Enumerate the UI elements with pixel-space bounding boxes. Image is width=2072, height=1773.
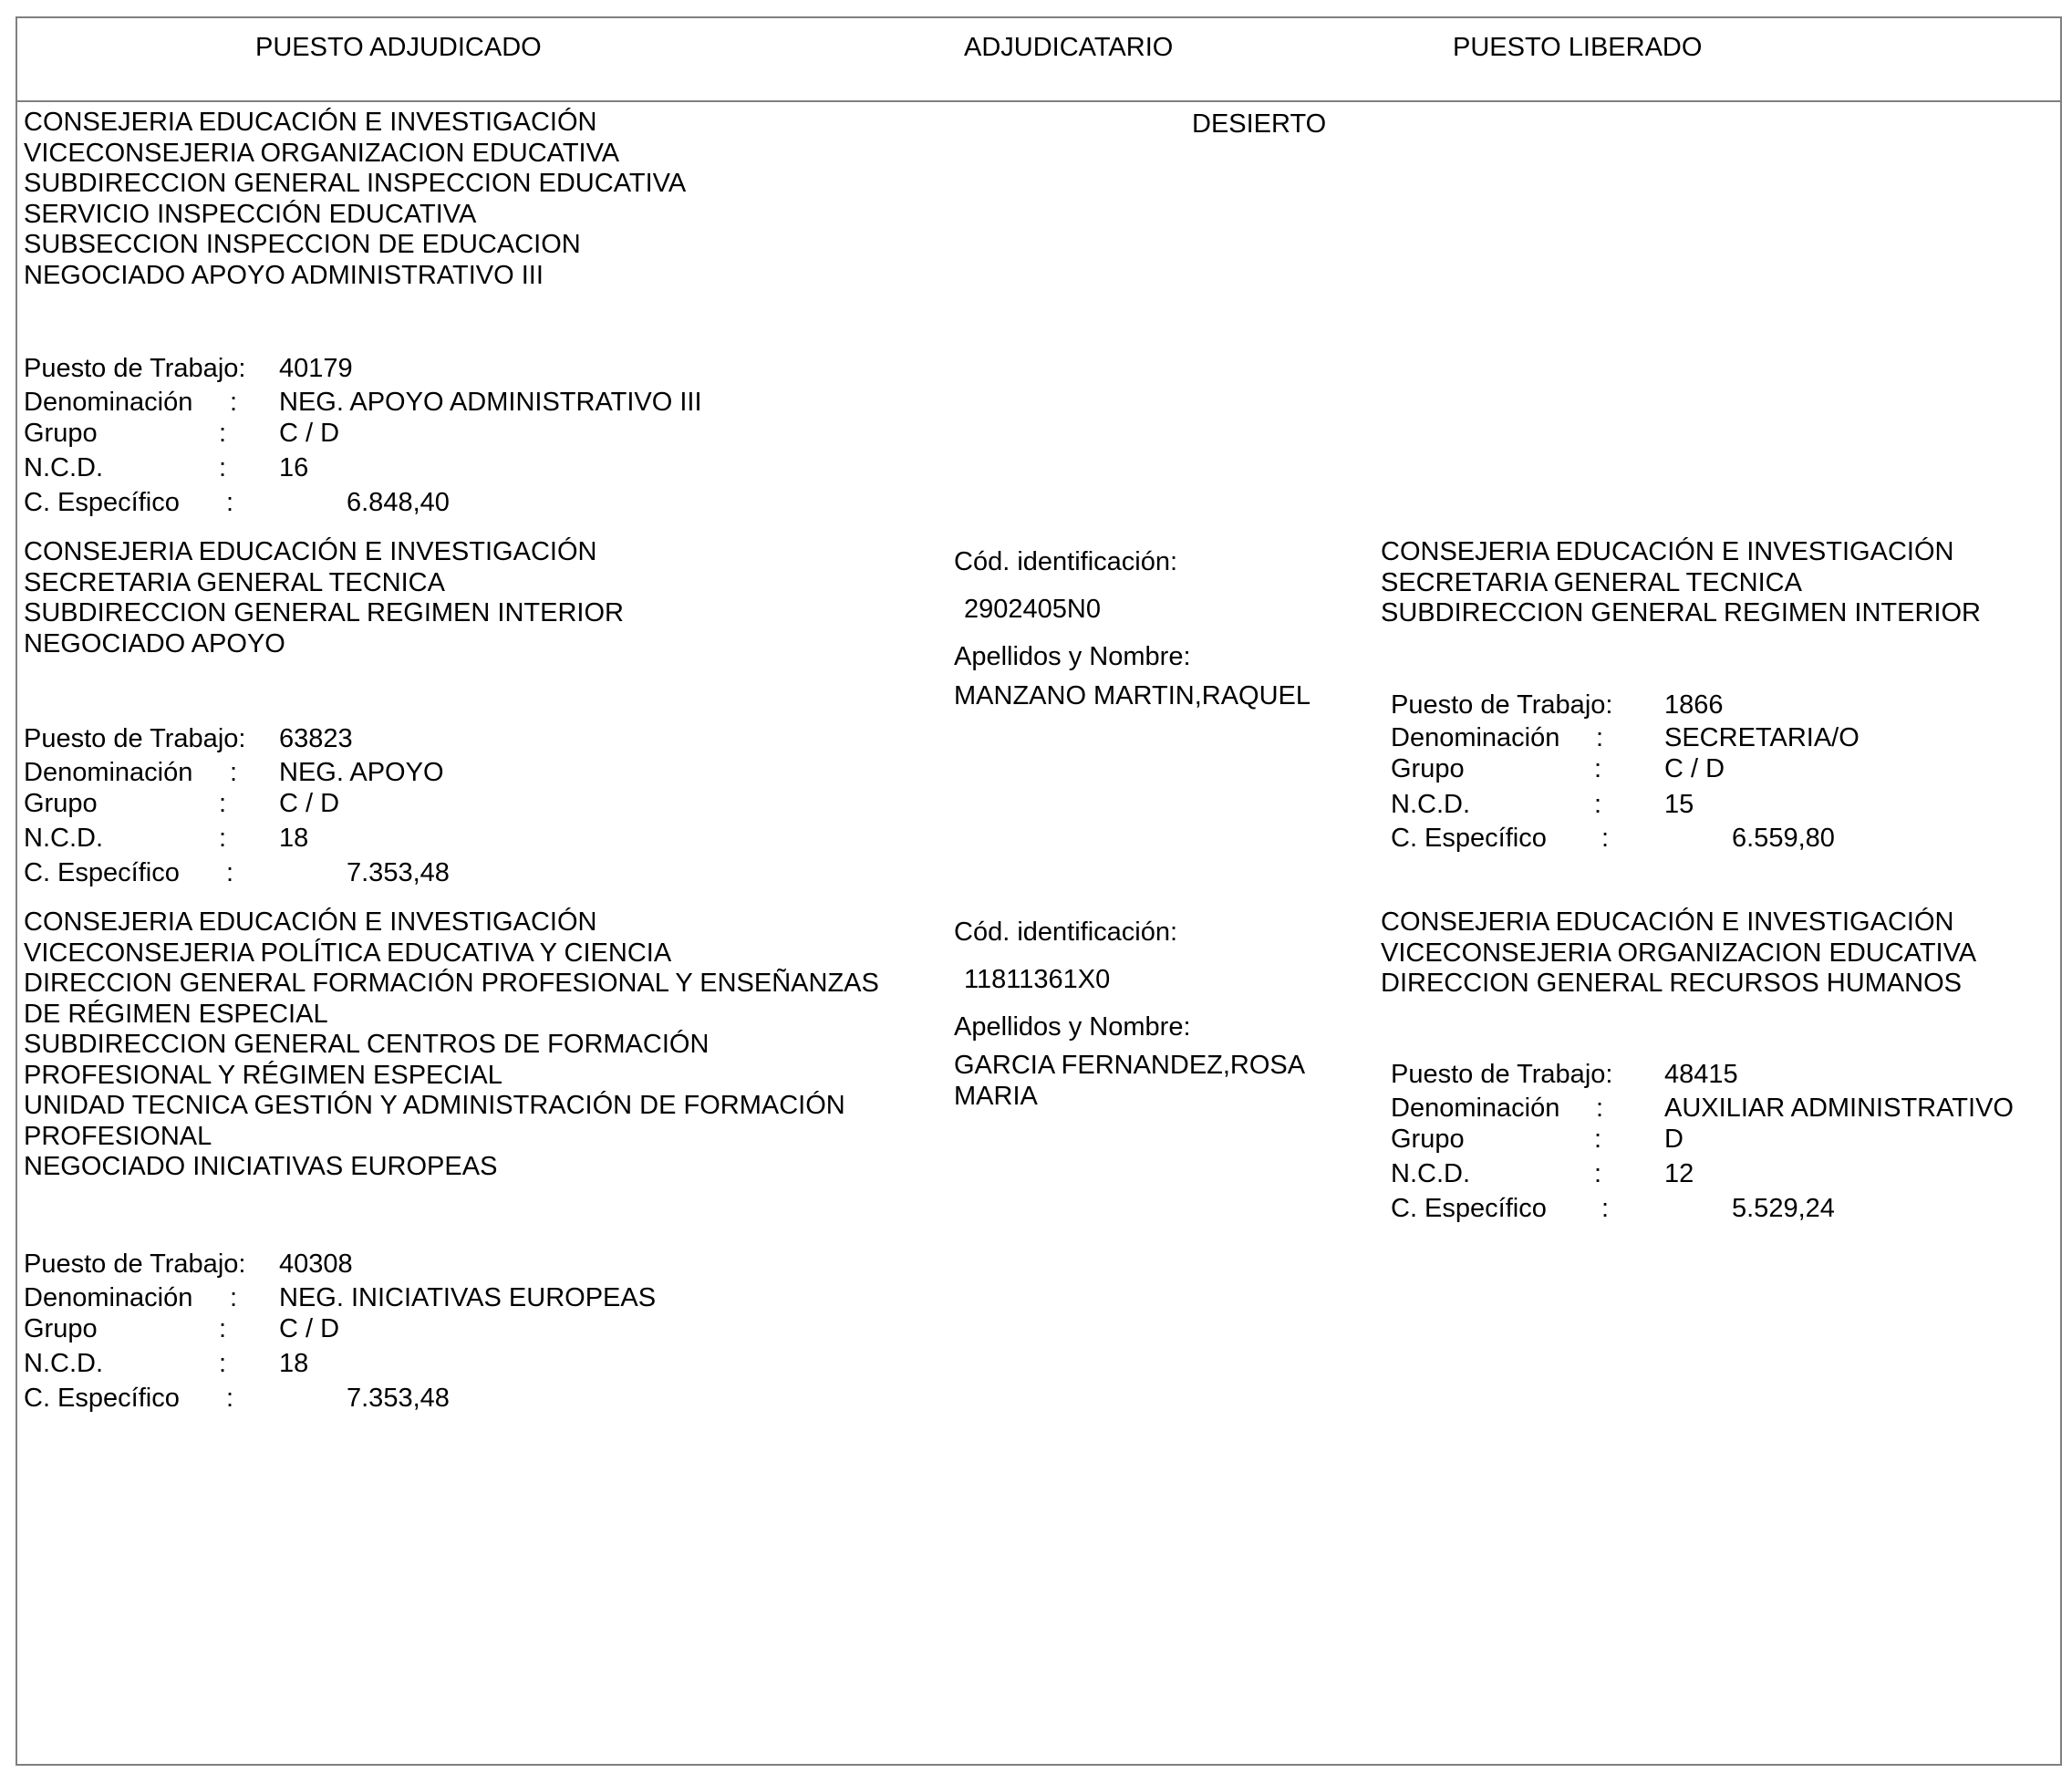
colon: : [226, 858, 234, 887]
especifico-value: 6.848,40 [347, 488, 450, 517]
puesto-value: 40308 [279, 1249, 353, 1279]
grupo-value: C / D [1664, 754, 1725, 783]
org-line: PROFESIONAL Y RÉGIMEN ESPECIAL [24, 1060, 502, 1090]
org-line: UNIDAD TECNICA GESTIÓN Y ADMINISTRACIÓN DE FORMACIÓN [24, 1091, 845, 1120]
ncd-label: N.C.D. [24, 1349, 103, 1378]
ncd-label: N.C.D. [24, 453, 103, 482]
nombre-value [954, 1051, 1305, 1112]
grupo-label: Grupo [1391, 754, 1465, 783]
org-line: CONSEJERIA EDUCACIÓN E INVESTIGACIÓN [24, 108, 597, 137]
colon: : [1594, 754, 1602, 783]
grupo-value: C / D [279, 789, 340, 818]
header-adjudicatario: ADJUDICATARIO [964, 33, 1174, 62]
denominacion-label: Denominación [24, 1283, 193, 1312]
colon: : [230, 388, 238, 417]
org-line: CONSEJERIA EDUCACIÓN E INVESTIGACIÓN [1381, 537, 1954, 566]
org-line: SECRETARIA GENERAL TECNICA [24, 567, 445, 597]
grupo-label: Grupo [24, 789, 98, 818]
denominacion-label: Denominación [1391, 1094, 1560, 1123]
org-line: VICECONSEJERIA ORGANIZACION EDUCATIVA [1381, 938, 1977, 968]
nombre-label: Apellidos y Nombre: [954, 642, 1191, 671]
org-line: DE RÉGIMEN ESPECIAL [24, 999, 328, 1029]
nombre-line: GARCIA FERNANDEZ,ROSA [954, 1051, 1306, 1080]
colon: : [226, 1384, 234, 1413]
denominacion-value: NEG. APOYO ADMINISTRATIVO III [279, 388, 702, 417]
puesto-label: Puesto de Trabajo: [24, 724, 246, 753]
denominacion-value: NEG. APOYO [279, 758, 444, 787]
row1-adjudicatario-status: DESIERTO [1192, 109, 1327, 139]
org-line: CONSEJERIA EDUCACIÓN E INVESTIGACIÓN [24, 537, 597, 566]
org-line: SUBDIRECCION GENERAL CENTROS DE FORMACIÓN [24, 1030, 710, 1059]
grupo-value: C / D [279, 419, 340, 448]
nombre-value [954, 681, 1311, 712]
colon: : [219, 1314, 227, 1343]
especifico-value: 6.559,80 [1732, 824, 1835, 853]
nombre-line: MARIA [954, 1081, 1038, 1111]
ncd-value: 18 [279, 824, 309, 853]
org-line: CONSEJERIA EDUCACIÓN E INVESTIGACIÓN [1381, 907, 1954, 937]
especifico-label: C. Específico [24, 858, 180, 887]
org-line: CONSEJERIA EDUCACIÓN E INVESTIGACIÓN [24, 907, 597, 937]
grupo-label: Grupo [24, 1314, 98, 1343]
especifico-value: 5.529,24 [1732, 1194, 1835, 1223]
colon: : [1596, 723, 1604, 752]
grupo-label: Grupo [1391, 1125, 1465, 1154]
colon: : [1601, 824, 1610, 853]
colon: : [1594, 1159, 1602, 1188]
puesto-label: Puesto de Trabajo: [24, 354, 246, 383]
header-puesto-adjudicado: PUESTO ADJUDICADO [255, 33, 542, 62]
org-line: SUBDIRECCION GENERAL INSPECCION EDUCATIVA [24, 169, 687, 198]
cod-label: Cód. identificación: [954, 918, 1178, 947]
colon: : [1594, 1125, 1602, 1154]
org-line: SUBDIRECCION GENERAL REGIMEN INTERIOR [1381, 598, 1981, 627]
org-line: NEGOCIADO INICIATIVAS EUROPEAS [24, 1152, 498, 1181]
ncd-value: 18 [279, 1349, 309, 1378]
denominacion-label: Denominación [24, 388, 193, 417]
org-line: SECRETARIA GENERAL TECNICA [1381, 567, 1802, 597]
ncd-value: 15 [1664, 790, 1694, 819]
cod-value: 11811361X0 [964, 965, 1111, 994]
grupo-value: D [1664, 1125, 1684, 1154]
org-line: NEGOCIADO APOYO [24, 628, 285, 658]
colon: : [219, 419, 227, 448]
colon: : [219, 789, 227, 818]
puesto-value: 1866 [1664, 690, 1724, 720]
ncd-label: N.C.D. [1391, 1159, 1470, 1188]
grupo-label: Grupo [24, 419, 98, 448]
especifico-label: C. Específico [1391, 1194, 1547, 1223]
cod-label: Cód. identificación: [954, 547, 1178, 576]
header-puesto-liberado: PUESTO LIBERADO [1453, 33, 1703, 62]
denominacion-value: SECRETARIA/O [1664, 723, 1860, 752]
org-line: SERVICIO INSPECCIÓN EDUCATIVA [24, 199, 477, 229]
especifico-value: 7.353,48 [347, 1384, 450, 1413]
denominacion-value: NEG. INICIATIVAS EUROPEAS [279, 1283, 657, 1312]
row3-adjudicado-org [24, 907, 879, 1183]
puesto-value: 63823 [279, 724, 353, 753]
org-line: SUBSECCION INSPECCION DE EDUCACION [24, 230, 581, 259]
puesto-value: 40179 [279, 354, 353, 383]
colon: : [1596, 1094, 1604, 1123]
puesto-value: 48415 [1664, 1060, 1738, 1089]
org-line: DIRECCION GENERAL RECURSOS HUMANOS [1381, 969, 1963, 998]
especifico-value: 7.353,48 [347, 858, 450, 887]
ncd-label: N.C.D. [24, 824, 103, 853]
colon: : [1594, 790, 1602, 819]
especifico-label: C. Específico [24, 1384, 180, 1413]
org-line: PROFESIONAL [24, 1121, 212, 1151]
especifico-label: C. Específico [24, 488, 180, 517]
org-line: DIRECCION GENERAL FORMACIÓN PROFESIONAL Y ENSEÑANZAS [24, 969, 879, 998]
org-line: VICECONSEJERIA POLÍTICA EDUCATIVA Y CIENCIA [24, 938, 672, 968]
puesto-label: Puesto de Trabajo: [24, 1249, 246, 1279]
row2-adjudicado-org [24, 537, 624, 659]
colon: : [1601, 1194, 1610, 1223]
puesto-label: Puesto de Trabajo: [1391, 1060, 1613, 1089]
denominacion-label: Denominación [1391, 723, 1560, 752]
org-line: VICECONSEJERIA ORGANIZACION EDUCATIVA [24, 138, 620, 168]
row3-liberado-org [1381, 907, 1976, 1000]
header-divider [16, 100, 2062, 102]
especifico-label: C. Específico [1391, 824, 1547, 853]
nombre-line: MANZANO MARTIN,RAQUEL [954, 681, 1311, 710]
colon: : [230, 1283, 238, 1312]
org-line: SUBDIRECCION GENERAL REGIMEN INTERIOR [24, 598, 624, 627]
denominacion-label: Denominación [24, 758, 193, 787]
denominacion-value: AUXILIAR ADMINISTRATIVO [1664, 1094, 2014, 1123]
grupo-value: C / D [279, 1314, 340, 1343]
colon: : [230, 758, 238, 787]
colon: : [219, 1349, 227, 1378]
colon: : [219, 453, 227, 482]
puesto-label: Puesto de Trabajo: [1391, 690, 1613, 720]
ncd-label: N.C.D. [1391, 790, 1470, 819]
colon: : [226, 488, 234, 517]
ncd-value: 16 [279, 453, 309, 482]
ncd-value: 12 [1664, 1159, 1694, 1188]
row1-adjudicado-org [24, 108, 686, 291]
cod-value: 2902405N0 [964, 595, 1101, 624]
org-line: NEGOCIADO APOYO ADMINISTRATIVO III [24, 260, 544, 290]
colon: : [219, 824, 227, 853]
row2-liberado-org [1381, 537, 1981, 629]
nombre-label: Apellidos y Nombre: [954, 1012, 1191, 1042]
